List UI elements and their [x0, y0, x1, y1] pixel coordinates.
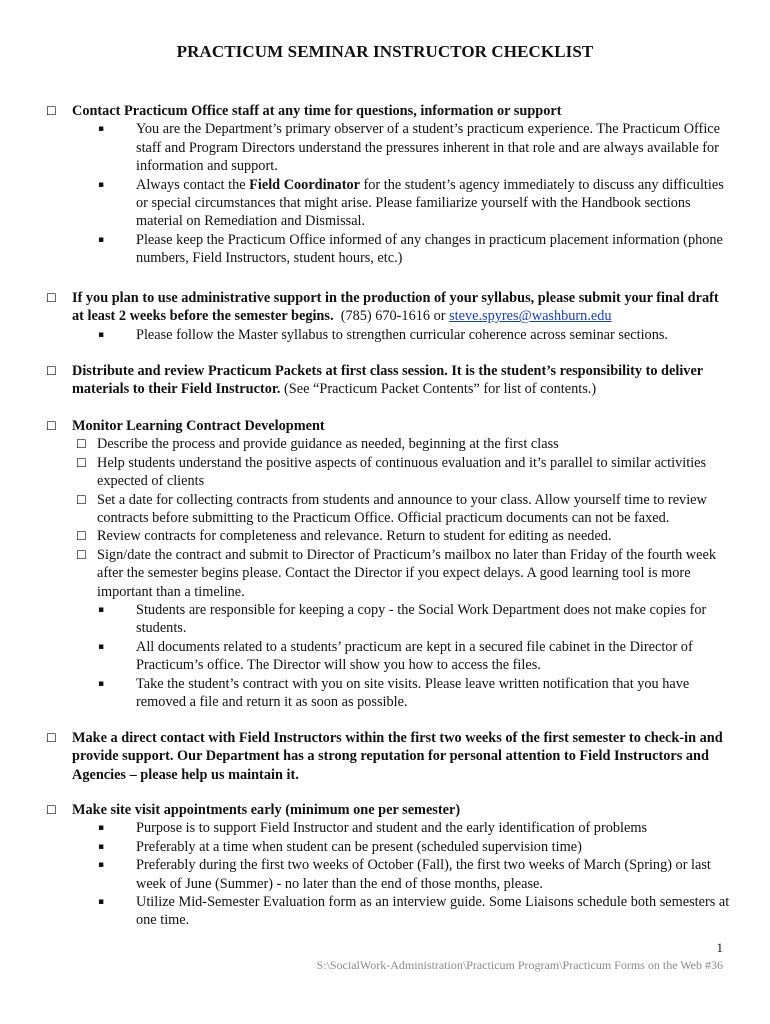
list-item: ▪ Please follow the Master syllabus to strengthen curricular coherence across seminar sections.: [98, 326, 668, 343]
checkbox-icon[interactable]: ☐: [46, 731, 57, 745]
checkbox-icon[interactable]: ☐: [76, 492, 87, 507]
bullet-icon: ▪: [98, 179, 105, 190]
checklist-item: ☐ Sign/date the contract and submit to Director of Practicum’s mailbox no later than Friday of the fourth week after the semester begins please. Contact the Director if you expect delays. A good learning tool is more important than a timeline.: [76, 546, 716, 600]
list-item: ▪ Purpose is to support Field Instructor and student and the early identification of problems: [98, 820, 648, 837]
list-item: ▪ Take the student’s contract with you on site visits. Please leave written notification that you have removed a file and return it as soon as possible.: [98, 675, 690, 711]
section-heading: ☐ If you plan to use administrative support in the production of your syllabus, please submit your final draft at least 2 weeks before the semester begins. (785) 670-1616 or steve.spyres@washburn.edu: [46, 290, 719, 325]
email-link[interactable]: steve.spyres@washburn.edu: [449, 308, 612, 325]
section-site-visits: [46, 801, 730, 930]
section-field-instructors: [46, 729, 730, 784]
list-item: ▪ Students are responsible for keeping a copy - the Social Work Department does not make copies for students.: [98, 602, 707, 637]
bullet-icon: ▪: [98, 641, 105, 652]
section-heading: ☐ Monitor Learning Contract Development: [46, 418, 325, 434]
bullet-icon: ▪: [98, 234, 105, 245]
section-syllabus: [46, 289, 730, 344]
section-heading: ☐ Distribute and review Practicum Packets at first class session. It is the student’s responsibility to deliver materials to their Field Instructor. (See “Practicum Packet Contents” for list of contents.): [46, 363, 703, 398]
list-item: ▪ Preferably at a time when student can be present (scheduled supervision time): [98, 838, 582, 855]
bullet-icon: ▪: [98, 605, 105, 616]
checkbox-icon[interactable]: ☐: [76, 455, 87, 470]
bullet-icon: ▪: [98, 897, 105, 908]
list-item: ▪ Utilize Mid-Semester Evaluation form as an interview guide. Some Liaisons schedule both semesters at one time.: [98, 894, 730, 929]
section-contact-office: [46, 102, 730, 268]
section-heading: ☐ Contact Practicum Office staff at any time for questions, information or support: [46, 103, 562, 119]
footer-path: S:\SocialWork-Administration\Practicum Program\Practicum Forms on the Web #36: [316, 958, 723, 972]
checkbox-icon[interactable]: ☐: [46, 364, 57, 378]
bullet-icon: ▪: [98, 678, 105, 689]
list-item: ▪ Always contact the Field Coordinator for the student’s agency immediately to discuss any difficulties or special circumstances that might arise. Please familiarize yourself with the Handbook sections material on Remediation and Dismissal.: [98, 176, 724, 230]
checkbox-icon[interactable]: ☐: [46, 104, 57, 118]
checklist-item: ☐ Describe the process and provide guidance as needed, beginning at the first class: [76, 436, 559, 453]
checkbox-icon[interactable]: ☐: [46, 803, 57, 817]
checklist-item: ☐ Set a date for collecting contracts from students and announce to your class. Allow yourself time to review contracts before submitting to the Practicum Office. Official practicum documents can not be faxed.: [76, 491, 707, 527]
section-packets: [46, 362, 730, 399]
list-item: ▪ Preferably during the first two weeks of October (Fall), the first two weeks of March (Spring) or last week of June (Summer) - no later than the end of those months, please.: [98, 857, 711, 892]
bullet-icon: ▪: [98, 124, 105, 135]
checkbox-icon[interactable]: ☐: [76, 529, 87, 544]
checklist-item: ☐ Review contracts for completeness and relevance. Return to student for editing as needed.: [76, 528, 612, 545]
checkbox-icon[interactable]: ☐: [46, 419, 57, 433]
bullet-icon: ▪: [98, 329, 105, 340]
list-item: ▪ Please keep the Practicum Office informed of any changes in practicum placement information (phone numbers, Field Instructors, student hours, etc.): [98, 231, 723, 267]
page-number: 1: [716, 940, 723, 955]
page-title: PRACTICUM SEMINAR INSTRUCTOR CHECKLIST: [176, 42, 594, 61]
section-learning-contract: [46, 417, 730, 712]
bullet-icon: ▪: [98, 823, 105, 834]
list-item: ▪ All documents related to a students’ practicum are kept in a secured file cabinet in the Director of Practicum’s office. The Director will show you how to access the files.: [98, 638, 693, 674]
bullet-icon: ▪: [98, 841, 105, 852]
checklist-item: ☐ Help students understand the positive aspects of continuous evaluation and it’s parallel to similar activities expected of clients: [76, 454, 707, 490]
list-item: ▪ You are the Department’s primary observer of a student’s practicum experience. The Practicum Office staff and Program Directors understand the pressures inherent in that role and are always available for information and support.: [98, 121, 720, 175]
checkbox-icon[interactable]: ☐: [46, 291, 57, 305]
checkbox-icon[interactable]: ☐: [76, 437, 87, 452]
checkbox-icon[interactable]: ☐: [76, 547, 87, 562]
section-heading: ☐ Make site visit appointments early (minimum one per semester): [46, 802, 461, 818]
bullet-icon: ▪: [98, 860, 105, 871]
section-heading: ☐ Make a direct contact with Field Instructors within the first two weeks of the first semester to check-in and provide support. Our Department has a strong reputation for personal attention to Field Instructors and Agencies – please help us maintain it.: [46, 730, 723, 783]
